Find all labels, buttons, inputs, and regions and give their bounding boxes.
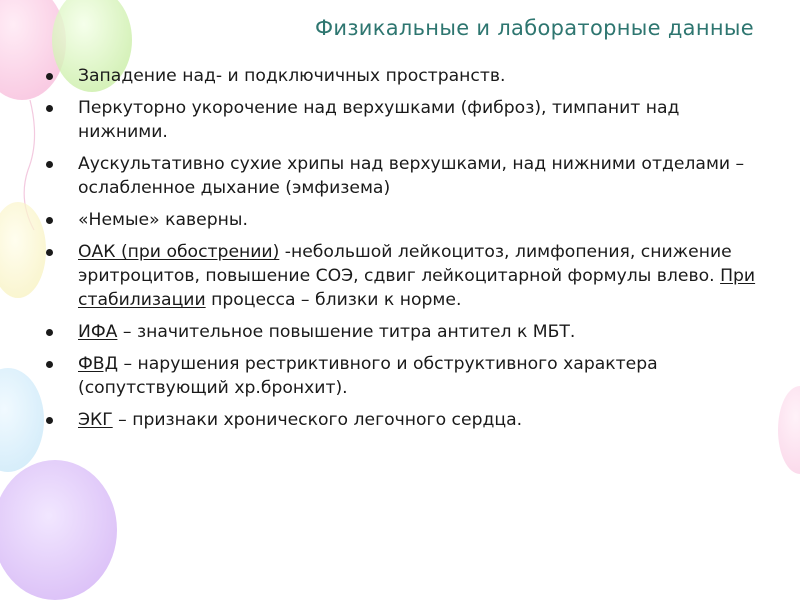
bullet-icon (46, 417, 53, 424)
ekg-link[interactable]: ЭКГ (78, 410, 113, 430)
fvd-link[interactable]: ФВД (78, 354, 119, 374)
list-item (46, 208, 766, 232)
bullet-text: процесса – близки к норме. (205, 290, 462, 310)
oak-link[interactable]: ОАК (при обострении) (78, 242, 280, 262)
list-item (46, 352, 766, 400)
balloon-blue-left (0, 368, 44, 472)
list-item (46, 320, 766, 344)
bullet-text: Аускультативно сухие хрипы над верхушками, над нижними отделами – ослабленное дыхание (эмфизема) (78, 154, 745, 198)
balloon-yellow-left (0, 202, 46, 298)
bullet-text: «Немые» каверны. (78, 210, 248, 230)
list-item (46, 96, 766, 144)
bullet-text: -небольшой лейкоцитоз, лимфопения, снижение эритроцитов, повышение СОЭ, сдвиг лейкоцитарной формулы влево. (78, 242, 732, 286)
bullet-icon (46, 249, 53, 256)
bullet-text: – нарушения рестриктивного и обструктивного характера (сопутствующий хр.бронхит). (78, 354, 658, 398)
stabilization-link[interactable]: При стабилизации (78, 266, 756, 310)
list-item (46, 408, 766, 432)
list-item (46, 240, 766, 312)
bullet-list (46, 64, 766, 432)
bullet-text: Западение над- и подключичных пространств. (78, 66, 506, 86)
bullet-icon (46, 73, 53, 80)
bullet-icon (46, 361, 53, 368)
list-item (46, 64, 766, 88)
ifa-link[interactable]: ИФА (78, 322, 118, 342)
balloon-pink-right (778, 386, 800, 474)
balloon-violet-bottom-left (0, 460, 117, 600)
slide-content (46, 64, 766, 440)
bullet-text: Перкуторно укорочение над верхушками (фиброз), тимпанит над нижними. (78, 98, 680, 142)
slide-title: Физикальные и лабораторные данные (315, 16, 754, 40)
bullet-icon (46, 329, 53, 336)
bullet-text: – признаки хронического легочного сердца. (112, 410, 523, 430)
bullet-icon (46, 161, 53, 168)
list-item (46, 152, 766, 200)
bullet-icon (46, 217, 53, 224)
bullet-text: – значительное повышение титра антител к МБТ. (117, 322, 576, 342)
bullet-icon (46, 105, 53, 112)
